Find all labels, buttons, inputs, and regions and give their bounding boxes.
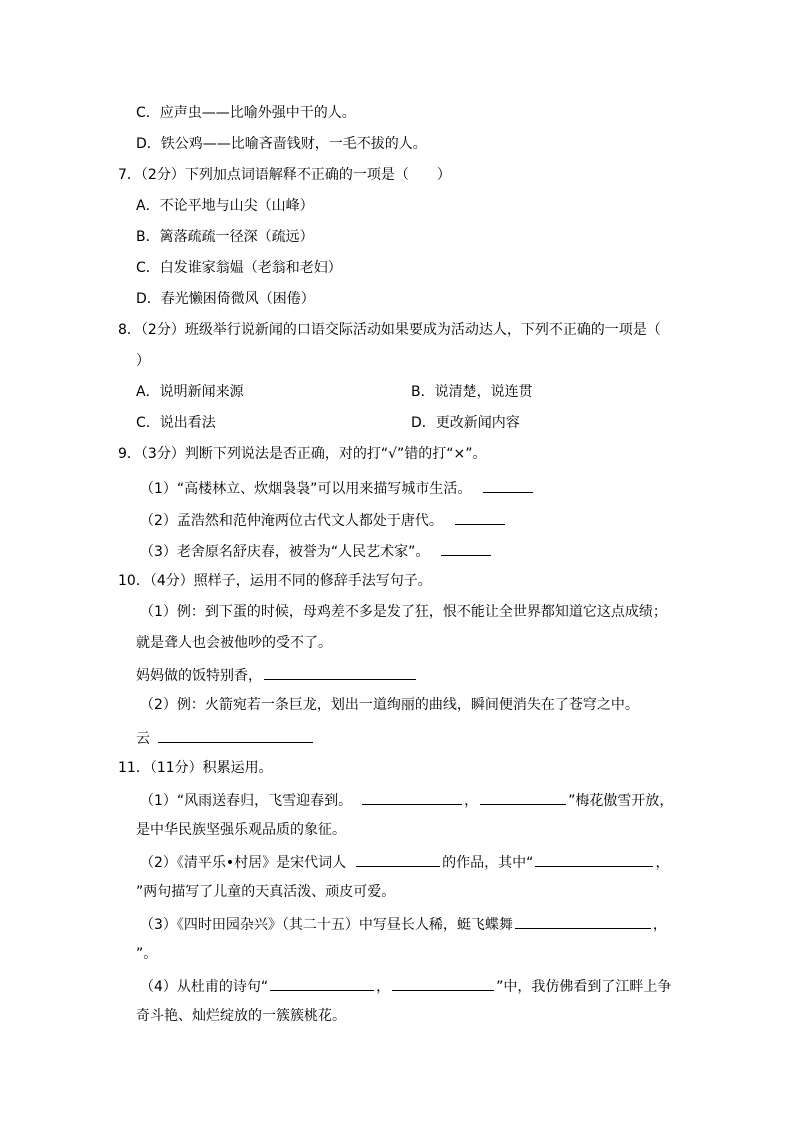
answer-blank[interactable] — [158, 728, 313, 743]
q7-option-d: D．春光懒困倚微风（困倦） — [136, 291, 315, 307]
answer-blank[interactable] — [441, 541, 491, 556]
prompt-text: 云 — [136, 731, 150, 747]
q10-stem: 10．（4分）照样子，运用不同的修辞手法写句子。 — [118, 573, 432, 589]
q10-answer-2 — [136, 728, 315, 748]
prompt-text: （2）《清平乐•村居》是宋代词人 — [140, 855, 347, 871]
answer-blank[interactable] — [264, 665, 416, 680]
q11-item-2 — [140, 852, 669, 872]
comma: ， — [655, 855, 670, 871]
answer-blank[interactable] — [356, 852, 440, 867]
q9-statement-3 — [140, 541, 493, 561]
comma: ， — [652, 917, 667, 933]
q8-stem: 8．（2分）班级举行说新闻的口语交际活动如果要成为活动达人，下列不正确的一项是（ — [118, 322, 661, 338]
q10-example-1: （1）例：到下蛋的时候，母鸡差不多是发了狂，恨不能让全世界都知道它这点成绩； — [140, 604, 667, 620]
q7-option-c: C．白发谁家翁媪（老翁和老妇） — [136, 260, 342, 276]
q10-example-2: （2）例：火箭宛若一条巨龙，划出一道绚丽的曲线，瞬间便消失在了苍穹之中。 — [140, 697, 639, 713]
prompt-text: 妈妈做的饭特别香， — [136, 668, 262, 684]
q9-statement-2 — [140, 510, 507, 530]
statement-text: （1）“高楼林立、炊烟袅袅”可以用来描写城市生活。 — [140, 481, 472, 497]
q8-stem-end: ） — [136, 353, 150, 369]
q6-option-d: D．铁公鸡——比喻吝啬钱财，一毛不拔的人。 — [136, 136, 427, 152]
prompt-text: （1）“风雨送春归，飞雪迎春到。 — [140, 793, 353, 809]
prompt-text: ”梅花傲雪开放， — [568, 793, 674, 809]
q10-example-1-cont: 就是聋人也会被他吵的受不了。 — [136, 635, 332, 651]
q10-answer-1 — [136, 665, 418, 685]
q7-stem: 7．（2分）下列加点词语解释不正确的一项是（ ） — [118, 167, 451, 183]
q9-statement-1 — [140, 478, 535, 498]
comma: ， — [376, 979, 391, 995]
q8-option-c: C．说出看法 — [136, 415, 216, 431]
q6-option-c: C．应声虫——比喻外强中干的人。 — [136, 105, 356, 121]
statement-text: （2）孟浩然和范仲淹两位古代文人都处于唐代。 — [140, 513, 443, 529]
comma: ， — [464, 793, 479, 809]
prompt-text: （3）《四时田园杂兴》（其二十五）中写昼长人稀，蜓飞蝶舞 — [140, 917, 513, 933]
answer-blank[interactable] — [455, 510, 505, 525]
q7-option-b: B．篱落疏疏一径深（疏远） — [136, 229, 314, 245]
statement-text: （3）老舍原名舒庆春，被誉为“人民艺术家”。 — [140, 544, 430, 560]
answer-blank[interactable] — [392, 976, 494, 991]
answer-blank[interactable] — [535, 852, 653, 867]
q11-item-3 — [140, 914, 667, 934]
prompt-text: （4）从杜甫的诗句“ — [140, 979, 269, 995]
answer-blank[interactable] — [483, 478, 533, 493]
q8-option-a: A．说明新闻来源 — [136, 384, 244, 400]
q11-item-3-cont: ”。 — [136, 946, 158, 962]
q8-option-b: B．说清楚，说连贯 — [411, 384, 533, 400]
q9-stem: 9．（3分）判断下列说法是否正确，对的打“√”错的打“×”。 — [118, 446, 487, 462]
q7-option-a: A．不论平地与山尖（山峰） — [136, 198, 314, 214]
q11-item-4 — [140, 976, 671, 996]
answer-blank[interactable] — [270, 976, 374, 991]
q11-item-1 — [140, 790, 673, 810]
q11-item-2-cont: ”两句描写了儿童的天真活泼、顽皮可爱。 — [136, 884, 396, 900]
answer-blank[interactable] — [362, 790, 462, 805]
prompt-text: 的作品，其中“ — [442, 855, 534, 871]
answer-blank[interactable] — [480, 790, 566, 805]
answer-blank[interactable] — [515, 914, 651, 929]
q11-item-4-cont: 奇斗艳、灿烂绽放的一簇簇桃花。 — [136, 1008, 346, 1024]
q8-option-d: D．更改新闻内容 — [411, 415, 520, 431]
q11-stem: 11．（11分）积累运用。 — [118, 760, 273, 776]
q11-item-1-cont: 是中华民族坚强乐观品质的象征。 — [136, 822, 346, 838]
prompt-text: ”中，我仿佛看到了江畔上争 — [496, 979, 672, 995]
